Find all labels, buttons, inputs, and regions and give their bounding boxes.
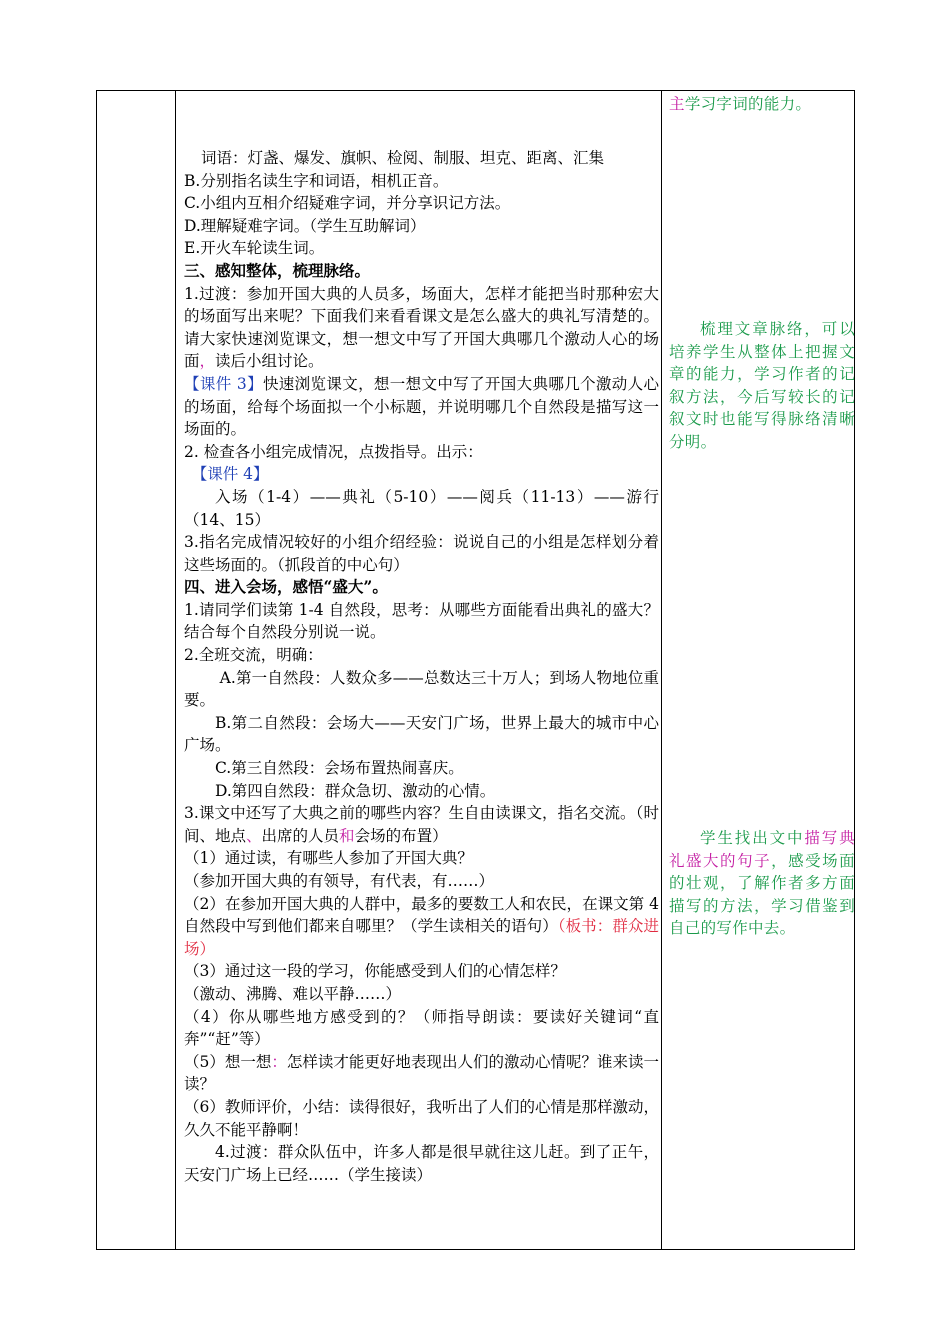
group-report: 3.指名完成情况较好的小组介绍经验：说说自己的小组是怎样划分着这些场面的。（抓段首的中心句）	[184, 533, 659, 574]
vocab-line: 词语：灯盏、爆发、旗帜、检阅、制服、坦克、距离、汇集	[201, 149, 605, 167]
section-heading-3: 三、感知整体，梳理脉络。	[184, 260, 371, 280]
sub-question-5: （5）想一想：怎样读才能更好地表现出人们的激动心情呢？谁来读一读？	[184, 1052, 659, 1094]
answer-a: A.第一自然段：人数众多——总数达三十万人；到场人物地位重要。	[184, 668, 659, 710]
step-d: D.理解疑难字词。（学生互助解词）	[184, 216, 426, 235]
question-1: 1.请同学们读第 1-4 自然段，思考：从哪些方面能看出典礼的盛大？结合每个自然段分别说一说。	[184, 600, 659, 642]
section-heading-4: 四、进入会场，感悟“盛大”。	[184, 577, 388, 597]
courseware-tag: 【课件 4】	[191, 465, 269, 484]
design-note-2: 学生找出文中描写典礼盛大的句子，感受场面的壮观，了解作者多方面描写的方法，学习借鉴到自己的写作中去。	[669, 829, 855, 938]
sub-question-6: （6）教师评价，小结：读得很好，我听出了人们的心情是那样激动，久久不能平静啊！	[184, 1097, 659, 1139]
sub-question-3: （3）通过这一段的学习，你能感受到人们的心情怎样？	[184, 962, 566, 981]
column-divider-left	[175, 91, 176, 1249]
sub-answer-1: （参加开国大典的有领导，有代表，有……）	[184, 872, 495, 890]
design-note-0: 主学习字词的能力。	[669, 95, 812, 113]
answer-b: B.第二自然段：会场大——天安门广场，世界上最大的城市中心广场。	[184, 713, 659, 755]
teaching-process-column	[184, 147, 659, 1186]
step-c: C.小组内互相介绍疑难字词，并分享识记方法。	[184, 194, 511, 213]
transition-1: 1.过渡：参加开国大典的人员多，场面大，怎样才能把当时那种宏大的场面写出来呢？下面我们来看看课文是怎么盛大的典礼写清楚的。请大家快速浏览课文，想一想文中写了开国大典哪几个激动人心的场面，读后小组讨论。	[184, 284, 659, 371]
structure-outline: 入场（1-4）——典礼（5-10）——阅兵（11-13）——游行（14、15）	[184, 487, 659, 529]
sub-question-4: （4）你从哪些地方感受到的？（师指导朗读：要读好关键词“直奔”“赶”等）	[184, 1007, 659, 1049]
sub-answer-3: （激动、沸腾、难以平静……）	[184, 984, 402, 1003]
step-e: E.开火车轮读生词。	[184, 239, 325, 258]
transition-4: 4.过渡：群众队伍中，许多人都是很早就往这儿赶。到了正午，天安门广场上已经……（学生接读）	[184, 1143, 659, 1184]
design-note-1: 梳理文章脉络，可以培养学生从整体上把握文章的能力，学习作者的记叙方法，今后写较长的记叙文时也能写得脉络清晰分明。	[669, 320, 855, 451]
board-note: （板书：群众进场）	[184, 917, 659, 958]
question-2: 2.全班交流，明确：	[184, 646, 323, 665]
answer-c: C.第三自然段：会场布置热闹喜庆。	[215, 759, 464, 778]
step-b: B.分别指名读生字和词语，相机正音。	[184, 171, 449, 190]
courseware-4	[184, 463, 659, 486]
column-divider-right	[661, 91, 662, 1249]
courseware-tag: 【课件 3】	[184, 374, 263, 393]
lesson-table	[96, 90, 855, 1250]
check-step: 2. 检查各小组完成情况，点拨指导。出示：	[184, 442, 483, 461]
sub-question-1: （1）通过读，有哪些人参加了开国大典？	[184, 849, 473, 868]
question-3: 3.课文中还写了大典之前的哪些内容？生自由读课文，指名交流。（时间、地点、出席的人员和会场的布置）	[184, 804, 659, 845]
courseware-3: 【课件 3】快速浏览课文，想一想文中写了开国大典哪几个激动人心的场面，给每个场面拟一个小标题，并说明哪几个自然段是描写这一场面的。	[184, 374, 659, 439]
sub-question-2: （2）在参加开国大典的人群中，最多的要数工人和农民，在课文第 4 自然段中写到他们都来自哪里？（学生读相关的语句）（板书：群众进场）	[184, 894, 659, 958]
answer-d: D.第四自然段：群众急切、激动的心情。	[215, 781, 496, 800]
